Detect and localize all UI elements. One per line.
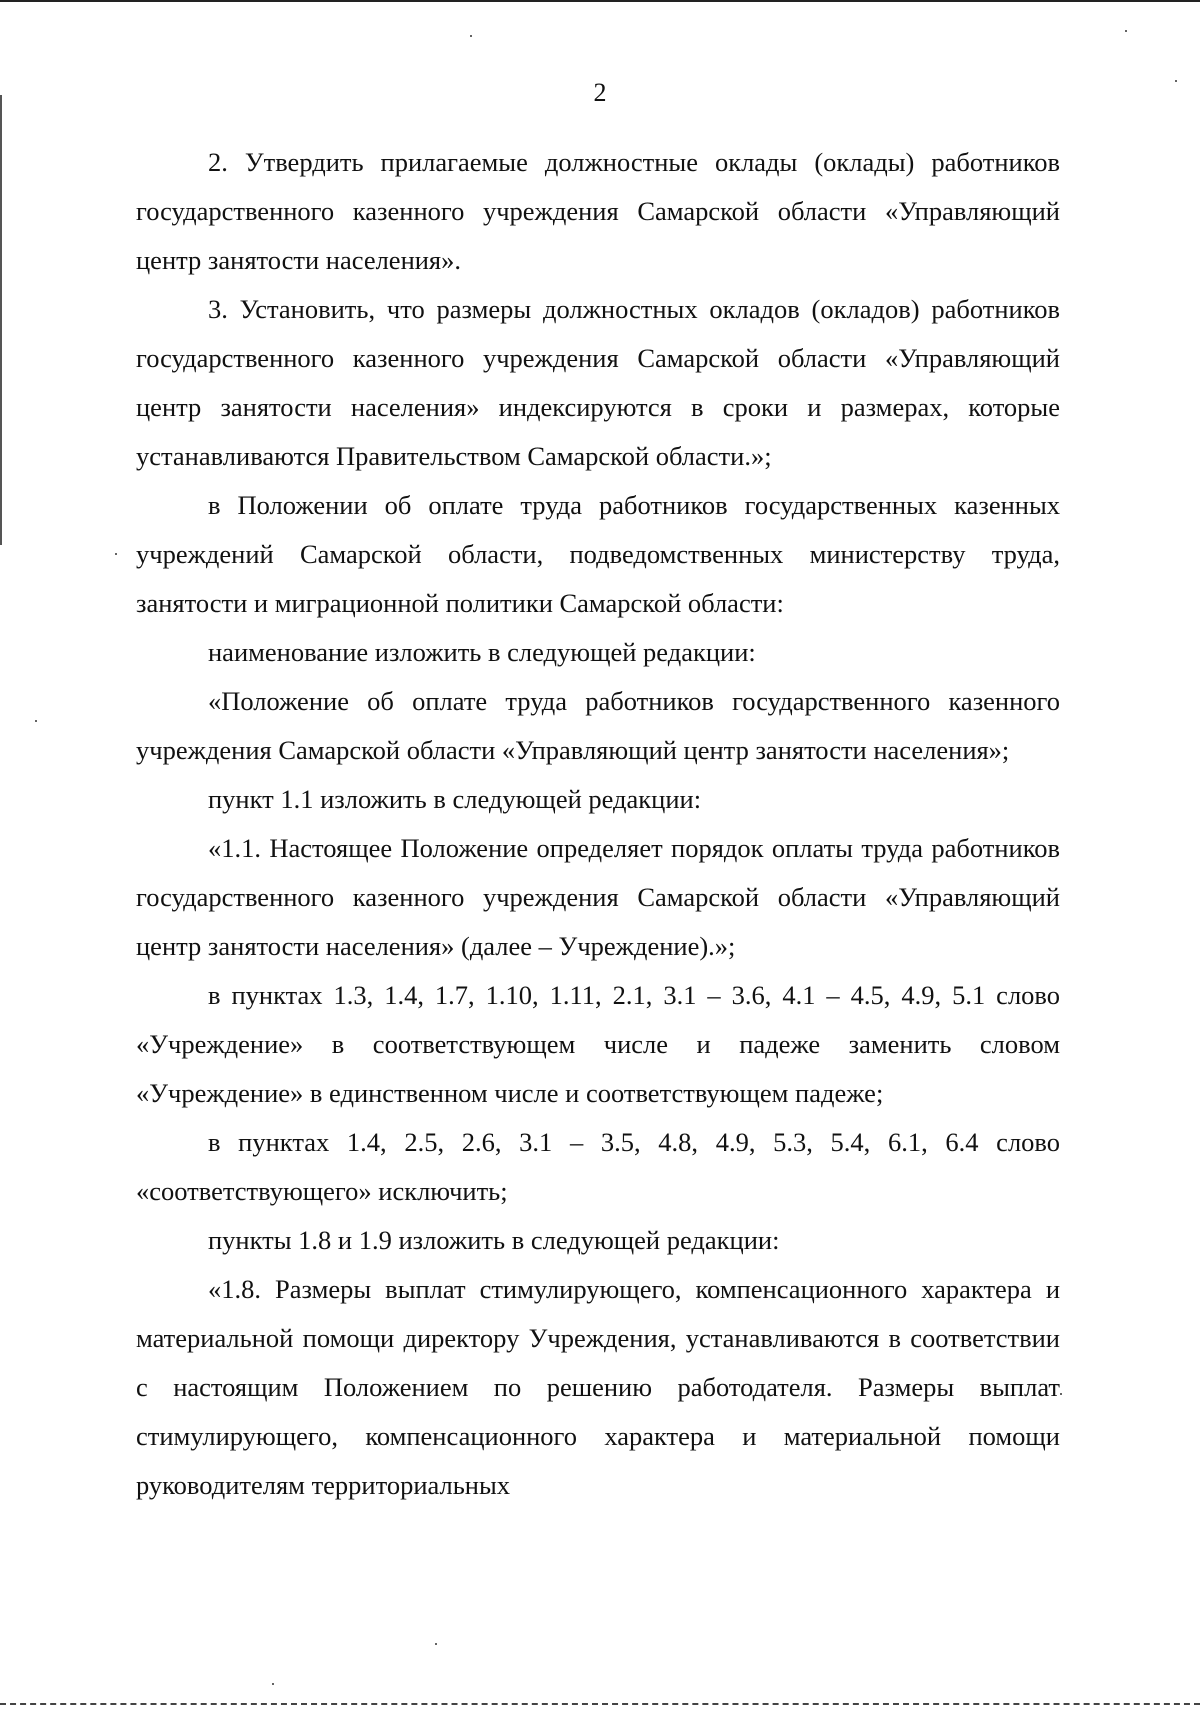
paragraph-new-title: «Положение об оплате труда работников государственного казенного учреждения Самарской области «Управляющий центр занятости населения»; [136,686,1060,765]
scan-speck [1060,1393,1062,1395]
scan-speck [470,35,472,37]
paragraph-clauses-1-8-1-9-change: пункты 1.8 и 1.9 изложить в следующей редакции: [208,1225,780,1255]
paragraph-item-2-approve-salaries: 2. Утвердить прилагаемые должностные оклады (оклады) работников государственного казенного учреждения Самарской области «Управляющий центр занятости населения». [136,147,1060,275]
paragraph-regulation-intro: в Положении об оплате труда работников государственных казенных учреждений Самарской области, подведомственных министерству труда, занятости и миграционной политики Самарской области: [136,490,1060,618]
paragraph-word-replacement: в пунктах 1.3, 1.4, 1.7, 1.10, 1.11, 2.1, 3.1 – 3.6, 4.1 – 4.5, 4.9, 5.1 слово «Учреждение» в соответствующем числе и падеже заменить словом «Учреждение» в единственном числе и соответствующем падеже; [136,980,1060,1108]
scan-speck [35,720,37,722]
paragraph-clause-1-1-text: «1.1. Настоящее Положение определяет порядок оплаты труда работников государственного казенного учреждения Самарской области «Управляющий центр занятости населения» (далее – Учреждение).»; [136,833,1060,961]
paragraph-clause-1-1-change: пункт 1.1 изложить в следующей редакции: [208,784,702,814]
paragraph-word-exclusion: в пунктах 1.4, 2.5, 2.6, 3.1 – 3.5, 4.8, 4.9, 5.3, 5.4, 6.1, 6.4 слово «соответствующего» исключить; [136,1127,1060,1206]
scan-edge-bottom [0,1703,1200,1705]
paragraph-item-3-indexation: 3. Установить, что размеры должностных окладов (окладов) работников государственного казенного учреждения Самарской области «Управляющий центр занятости населения» индексируются в сроки и размерах, которые устанавливаются Правительством Самарской области.»; [136,294,1060,471]
scan-speck [272,1683,274,1685]
scan-speck [115,553,117,555]
document-body [136,138,1060,1510]
scan-edge-top [0,0,1200,2]
scan-speck [435,1643,437,1645]
paragraph-title-change: наименование изложить в следующей редакции: [208,637,756,667]
page-number: 2 [593,78,607,107]
scan-speck [1125,30,1127,32]
paragraph-clause-1-8-text: «1.8. Размеры выплат стимулирующего, компенсационного характера и материальной помощи директору Учреждения, устанавливаются в соответствии с настоящим Положением по решению работодателя. Размеры выплат стимулирующего, компенсационного характера и материальной помощи руководителям территориальных [136,1274,1060,1500]
scan-edge-left [0,95,2,545]
